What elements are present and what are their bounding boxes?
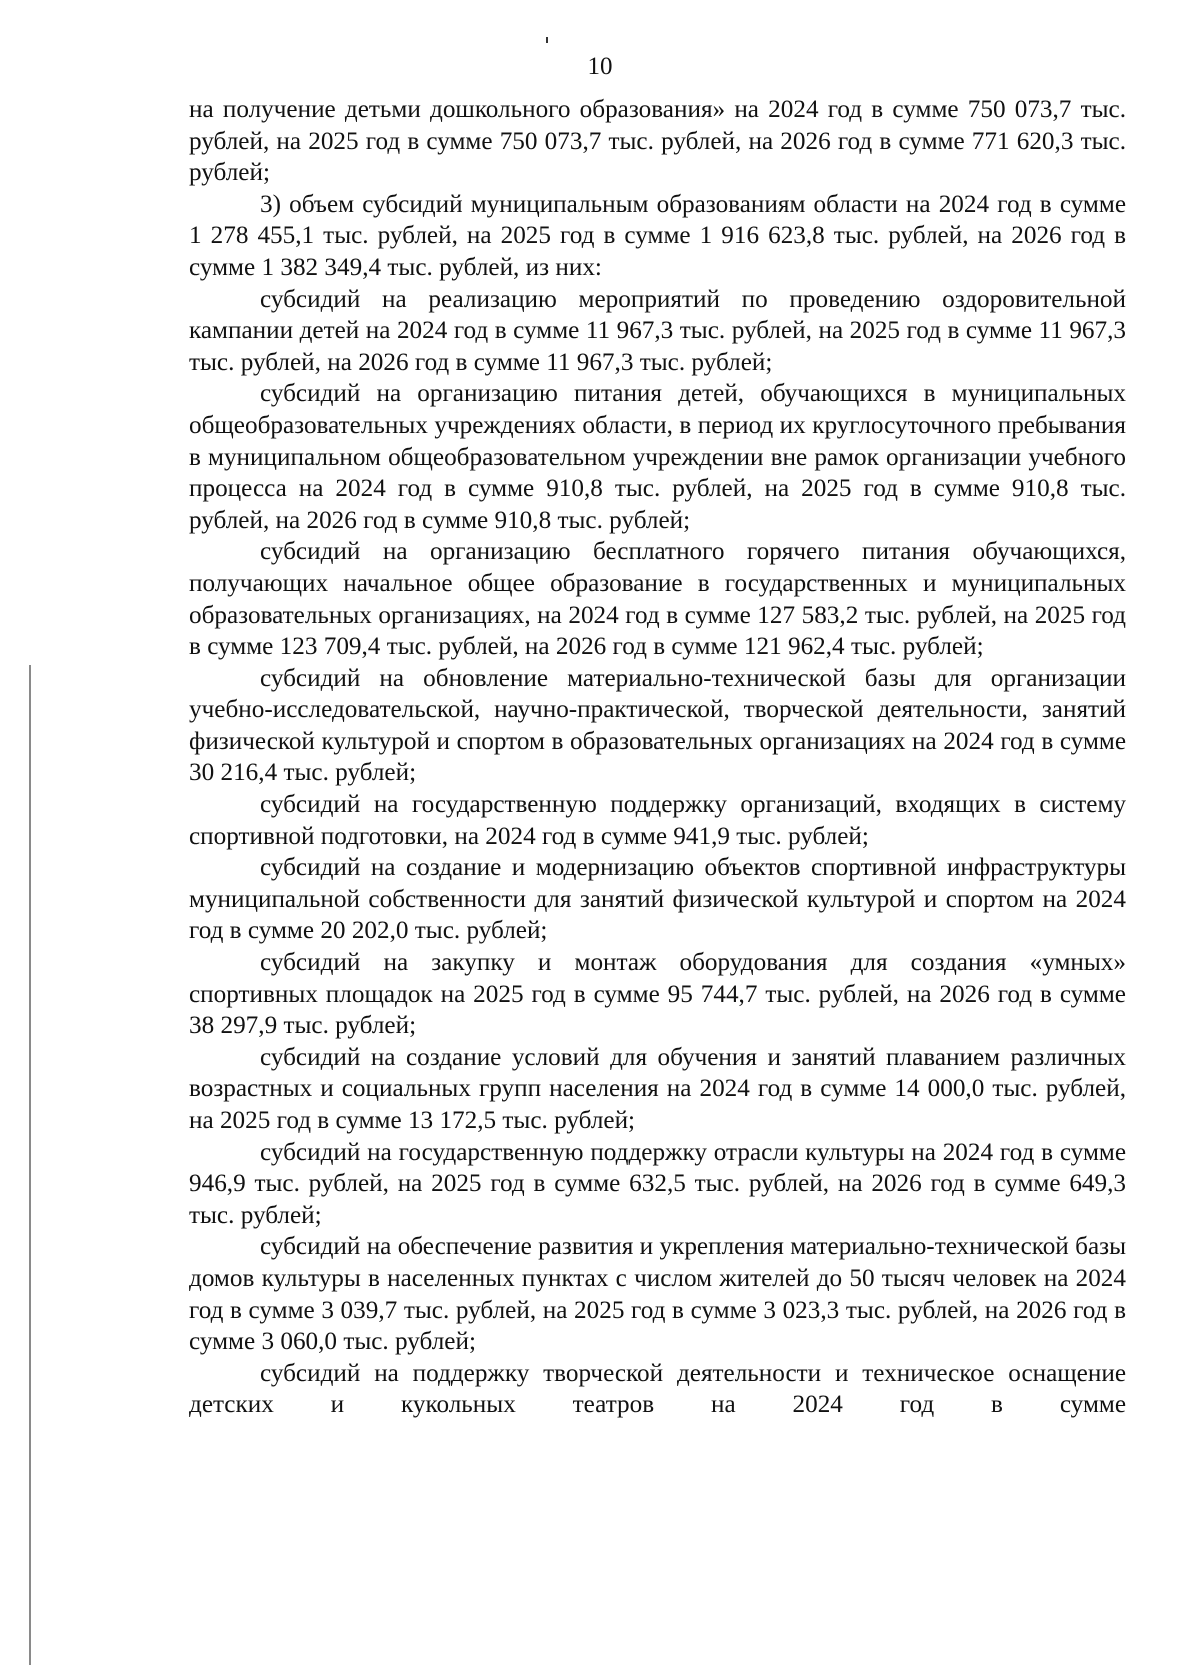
paragraph-free-hot-meals: субсидий на организацию бесплатного горячего питания обучающихся, получающих начальное общее образование в государственных и муниципальных образовательных организациях, на 2024 год в сумме 127 583,2 тыс. рублей, на 2025 год в сумме 123 709,4 тыс. рублей, на 2026 год в сумме 121 962,4 тыс. рублей; [189,538,1126,661]
paragraph-culture-support: субсидий на государственную поддержку отрасли культуры на 2024 год в сумме 946,9 тыс. рублей, на 2025 год в сумме 632,5 тыс. рублей, на 2026 год в сумме 649,3 тыс. рублей; [189,1138,1126,1229]
scan-mark [546,37,548,43]
paragraph-puppet-theatres: субсидий на поддержку творческой деятельности и техническое оснащение детских и кукольных театров на 2024 год в сумме [189,1359,1126,1419]
paragraph-sports-training: субсидий на государственную поддержку организаций, входящих в систему спортивной подготовки, на 2024 год в сумме 941,9 тыс. рублей; [189,791,1126,850]
paragraph-smart-sports-grounds: субсидий на закупку и монтаж оборудования для создания «умных» спортивных площадок на 2025 год в сумме 95 744,7 тыс. рублей, на 2026 год в сумме 38 297,9 тыс. рублей; [189,949,1126,1040]
paragraph-material-base: субсидий на обновление материально-технической базы для организации учебно-исследовательской, научно-практической, творческой деятельности, занятий физической культурой и спортом в образовательных организациях на 2024 год в сумме 30 216,4 тыс. рублей; [189,664,1126,787]
scan-edge-line [29,665,31,1665]
paragraph-health-campaign: субсидий на реализацию мероприятий по проведению оздоровительной кампании детей на 2024 год в сумме 11 967,3 тыс. рублей, на 2025 год в сумме 11 967,3 тыс. рублей, на 2026 год в сумме 11 967,3 тыс. рублей; [189,285,1126,376]
paragraph-continuation: на получение детьми дошкольного образования» на 2024 год в сумме 750 073,7 тыс. рублей, на 2025 год в сумме 750 073,7 тыс. рублей, на 2026 год в сумме 771 620,3 тыс. рублей; [189,96,1126,187]
paragraph-sports-infrastructure: субсидий на создание и модернизацию объектов спортивной инфраструктуры муниципальной собственности для занятий физической культурой и спортом на 2024 год в сумме 20 202,0 тыс. рублей; [189,854,1126,945]
document-body [189,94,1126,1421]
page-number: 10 [587,53,613,80]
paragraph-swimming: субсидий на создание условий для обучения и занятий плаванием различных возрастных и социальных групп населения на 2024 год в сумме 14 000,0 тыс. рублей, на 2025 год в сумме 13 172,5 тыс. рублей; [189,1043,1126,1134]
paragraph-culture-houses: субсидий на обеспечение развития и укрепления материально-технической базы домов культуры в населенных пунктах с числом жителей до 50 тысяч человек на 2024 год в сумме 3 039,7 тыс. рублей, на 2025 год в сумме 3 023,3 тыс. рублей, на 2026 год в сумме 3 060,0 тыс. рублей; [189,1233,1126,1356]
paragraph-children-meals: субсидий на организацию питания детей, обучающихся в муниципальных общеобразовательных учреждениях области, в период их круглосуточного пребывания в муниципальном общеобразовательном учреждении вне рамок организации учебного процесса на 2024 год в сумме 910,8 тыс. рублей, на 2025 год в сумме 910,8 тыс. рублей, на 2026 год в сумме 910,8 тыс. рублей; [189,380,1126,534]
paragraph-subsidies-total: 3) объем субсидий муниципальным образованиям области на 2024 год в сумме 1 278 455,1 тыс. рублей, на 2025 год в сумме 1 916 623,8 тыс. рублей, на 2026 год в сумме 1 382 349,4 тыс. рублей, из них: [189,190,1126,281]
